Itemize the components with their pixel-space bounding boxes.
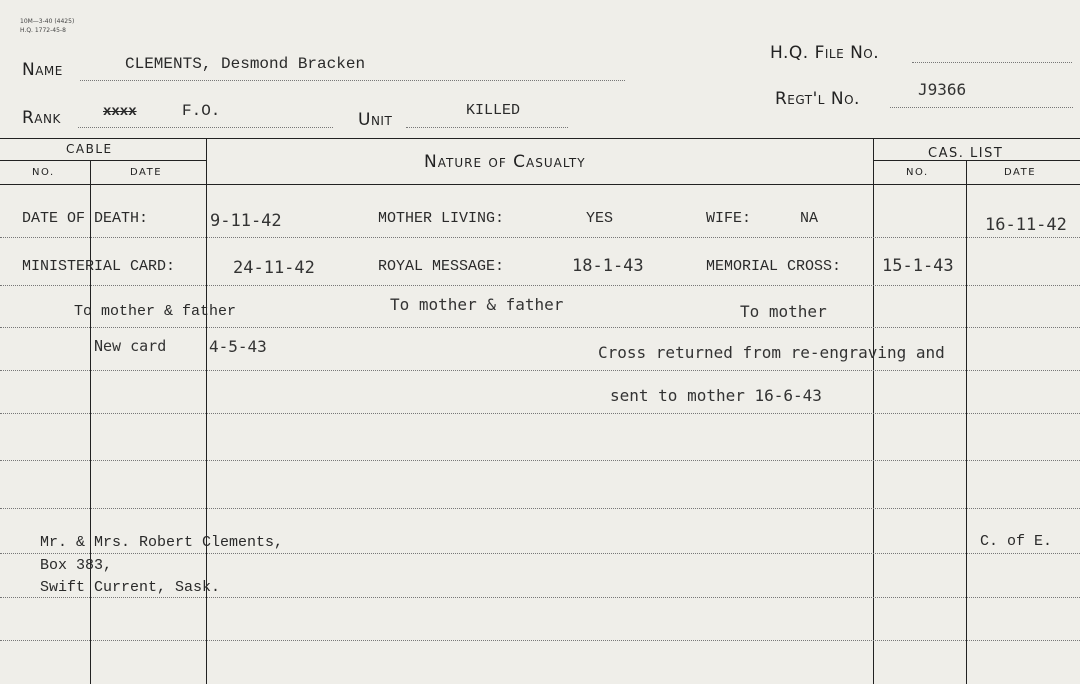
ruled-line (0, 327, 1080, 328)
address-line-1: Mr. & Mrs. Robert Clements, (40, 534, 284, 551)
new-card-label: New card (94, 337, 167, 355)
sent-to-mother-note: sent to mother 16-6-43 (610, 386, 822, 405)
ruled-line (0, 640, 1080, 641)
cas-list-divider (873, 138, 874, 684)
unit-label: Unit (358, 110, 393, 130)
ministerial-card-label: MINISTERIAL CARD: (22, 258, 176, 275)
cas-list-no-divider (966, 160, 967, 684)
royal-message-label: ROYAL MESSAGE: (378, 258, 505, 275)
cable-no-header: NO. (32, 167, 55, 178)
cable-header: CABLE (66, 142, 113, 156)
mother-living-value: YES (586, 210, 614, 227)
cable-date-header: DATE (130, 167, 163, 178)
regtl-no-label: Regt'l No. (775, 89, 860, 109)
ruled-line (0, 237, 1080, 238)
name-label: Name (22, 60, 63, 80)
new-card-date: 4-5-43 (209, 337, 267, 356)
header-bottom-rule (0, 184, 1080, 185)
ruled-line (0, 370, 1080, 371)
address-line-2: Box 383, (40, 557, 113, 574)
rank-label: Rank (22, 108, 61, 128)
cable-no-divider (90, 160, 91, 684)
rank-value: F.O. (182, 102, 221, 120)
regtl-no-underline (890, 107, 1073, 108)
memorial-cross-recipient: To mother (740, 302, 827, 321)
date-of-death-value: 9-11-42 (210, 211, 282, 231)
ruled-line (0, 285, 1080, 286)
unit-underline (406, 127, 568, 128)
cas-list-date-value: 16-11-42 (985, 215, 1067, 235)
ministerial-card-recipient: To mother & father (74, 303, 237, 320)
ruled-line (0, 460, 1080, 461)
religion-value: C. of E. (980, 533, 1053, 550)
name-value: CLEMENTS, Desmond Bracken (125, 55, 366, 73)
form-code-line-2: H.Q. 1772-45-8 (20, 27, 66, 34)
ruled-line (0, 553, 1080, 554)
regtl-no-value: J9366 (918, 80, 967, 99)
hq-file-no-label: H.Q. File No. (770, 43, 880, 63)
cross-returned-note: Cross returned from re-engraving and (598, 343, 945, 362)
name-underline (80, 80, 625, 81)
ministerial-card-value: 24-11-42 (233, 258, 315, 278)
cas-list-header: CAS. LIST (928, 146, 1004, 161)
cas-list-no-header: NO. (906, 167, 929, 178)
wife-label: WIFE: (706, 210, 752, 227)
ruled-line (0, 508, 1080, 509)
nature-of-casualty-header: Nature of Casualty (424, 152, 586, 172)
table-top-rule (0, 138, 1080, 139)
royal-message-recipient: To mother & father (390, 295, 564, 314)
rank-struck-value: xxxx (103, 104, 137, 120)
mother-living-label: MOTHER LIVING: (378, 210, 505, 227)
rank-underline (78, 127, 333, 128)
date-of-death-label: DATE OF DEATH: (22, 210, 149, 227)
ruled-line (0, 597, 1080, 598)
address-line-3: Swift Current, Sask. (40, 579, 221, 596)
unit-value: KILLED (466, 102, 521, 119)
form-code-line-1: 10M—3-40 (4425) (20, 18, 75, 25)
cas-list-date-header: DATE (1004, 167, 1037, 178)
hq-file-no-underline (912, 62, 1072, 63)
ruled-line (0, 413, 1080, 414)
memorial-cross-label: MEMORIAL CROSS: (706, 258, 842, 275)
cable-header-rule (0, 160, 206, 161)
wife-value: NA (800, 210, 819, 227)
cable-divider (206, 138, 207, 684)
royal-message-value: 18-1-43 (572, 256, 644, 276)
memorial-cross-value: 15-1-43 (882, 256, 954, 276)
